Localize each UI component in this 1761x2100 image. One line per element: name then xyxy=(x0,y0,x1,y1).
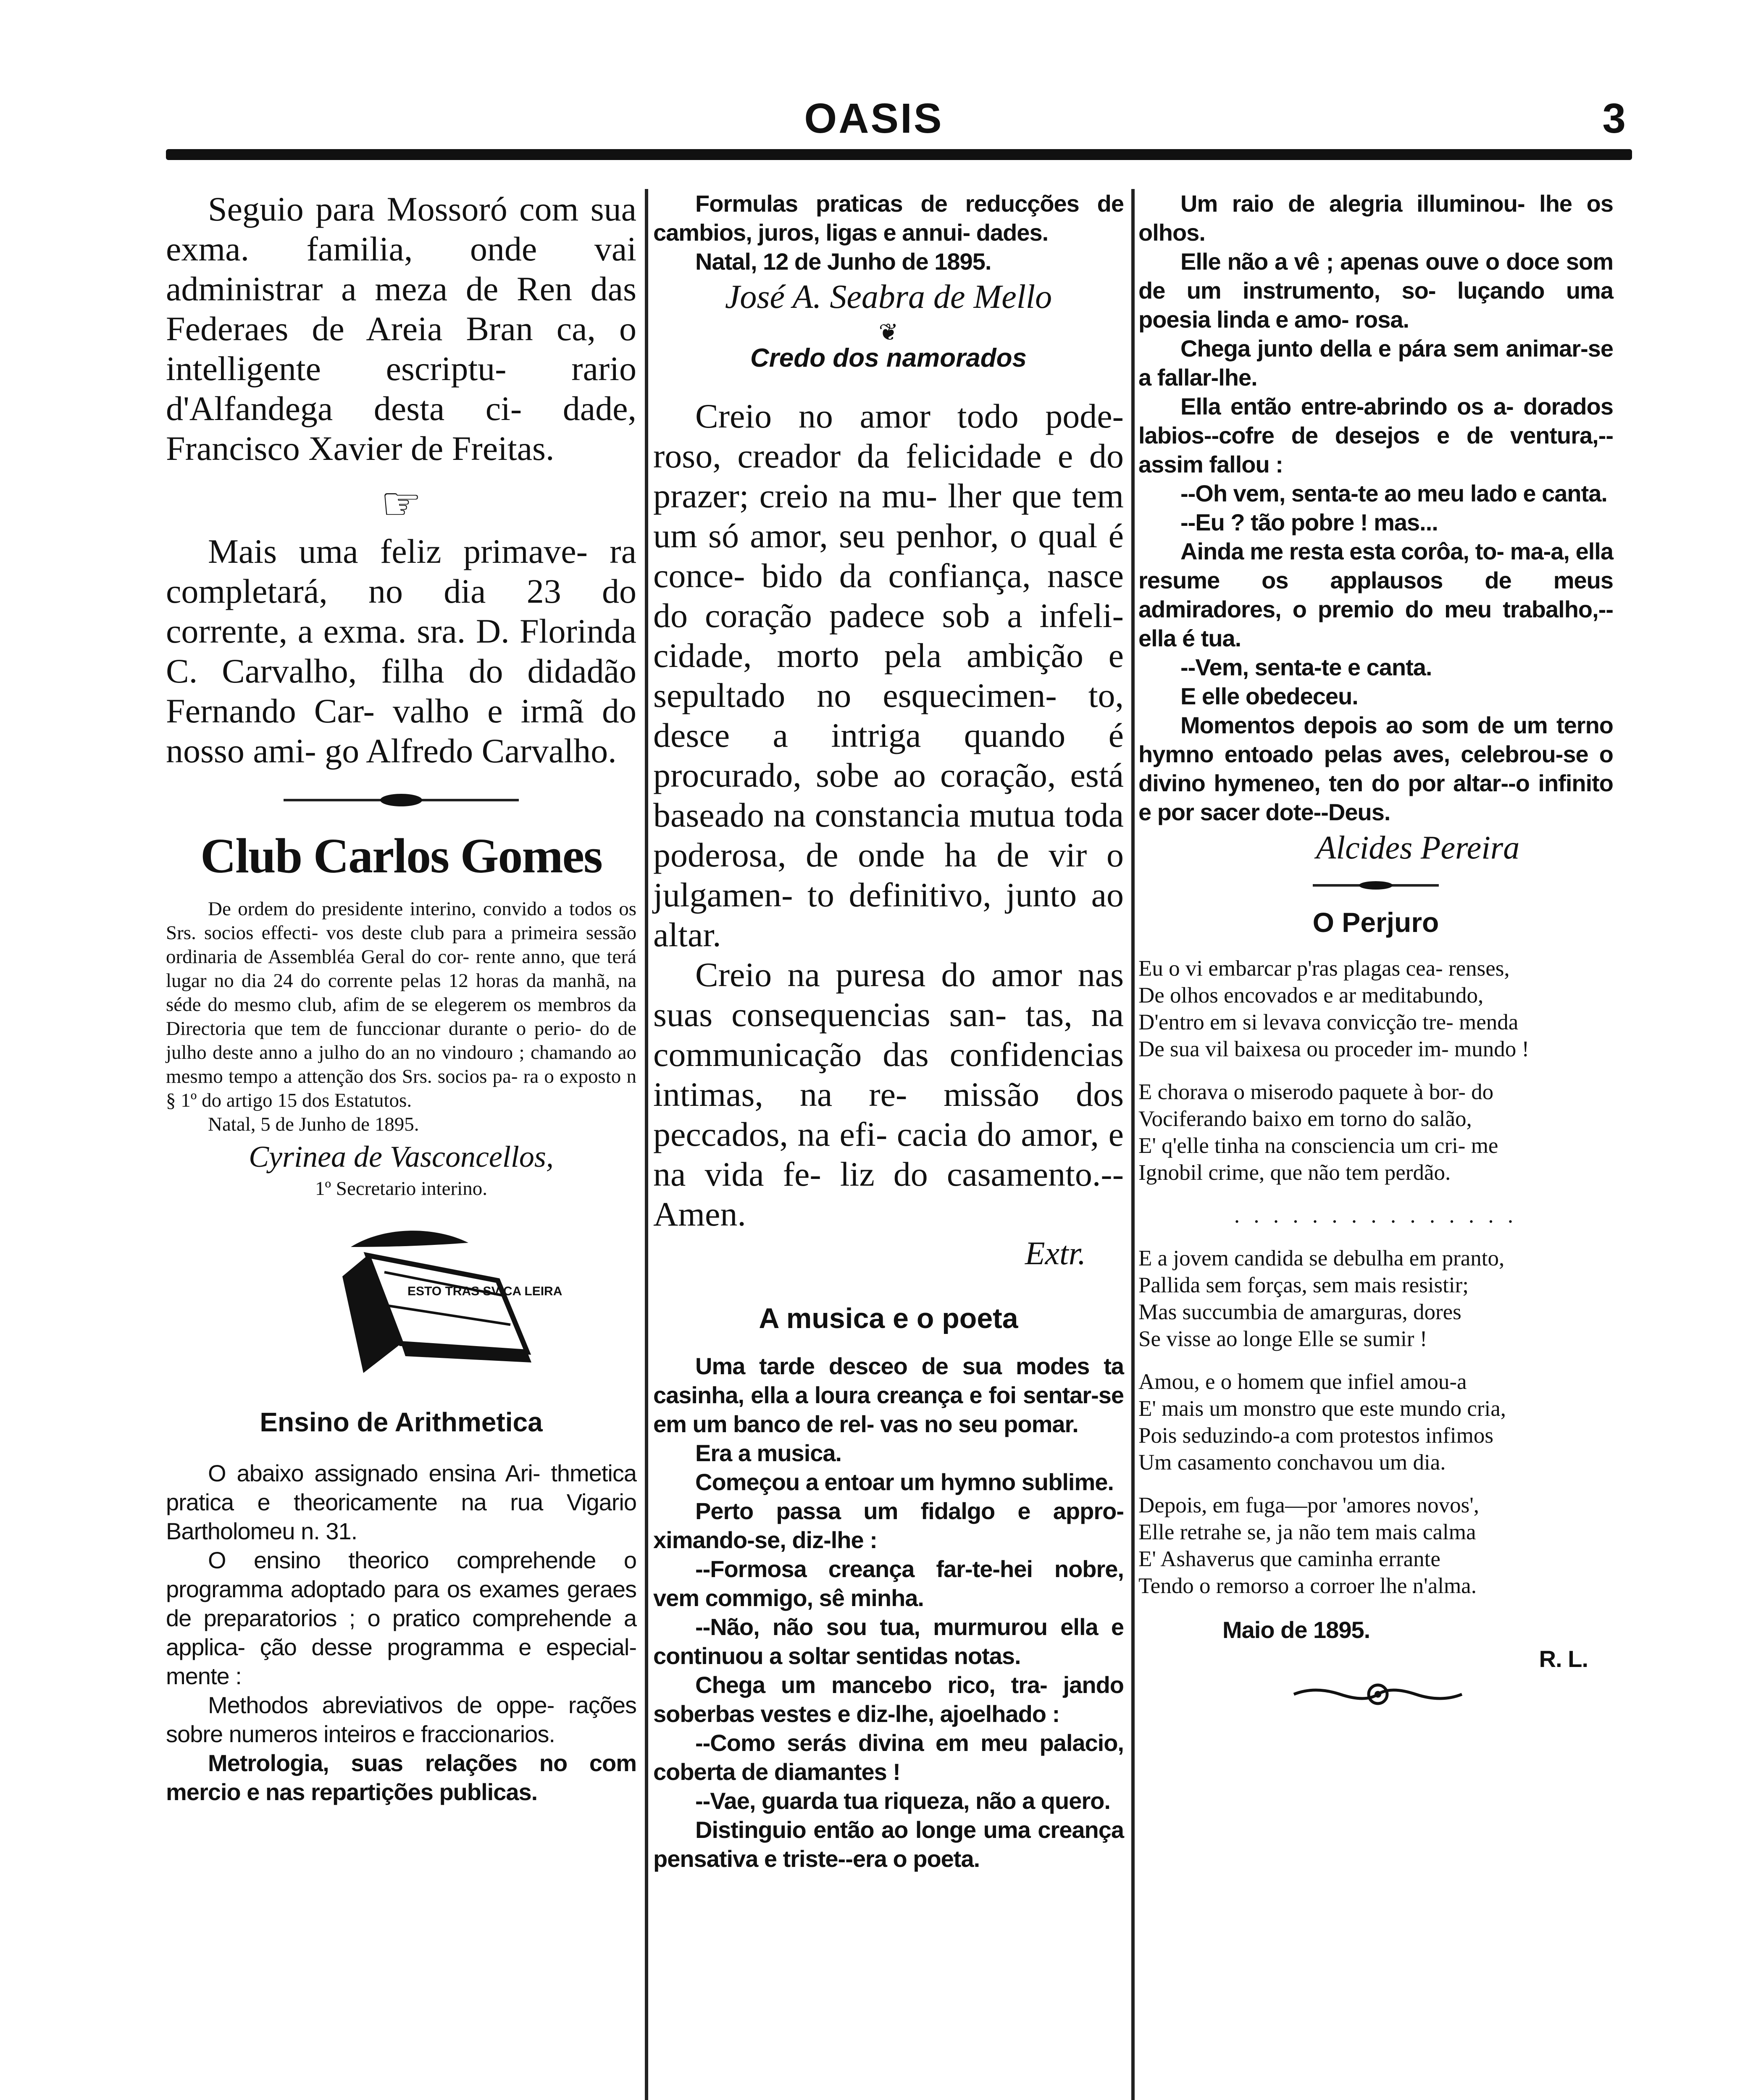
musica-paragraph: --Vae, guarda tua riqueza, não a quero. xyxy=(695,1788,1110,1814)
musica-paragraph: Elle não a vê ; apenas ouve o doce som de um instrumento, so- luçando uma poesia linda e amo- rosa. xyxy=(1138,248,1613,333)
credo-p1: Creio no amor todo pode- roso, creador da felicidade e do prazer; creio na mu- lher que tem um só amor, seu penhor, o qual é conce- bido da confiança, nasce do coração padece sob a infeli- cidade, morto pela ambição e sepultado no esquecimen- to, desce a intriga quando é procurado, sobe ao coração, está baseado na constancia mutua toda poderosa, de onde ha de vir o julgamen- to definitivo, junto ao altar. xyxy=(653,397,1124,954)
formulas-date: Natal, 12 de Junho de 1895. xyxy=(695,248,991,275)
column-3 xyxy=(1138,189,1613,1707)
musica-paragraph: Chega um mancebo rico, tra- jando soberbas vestes e diz-lhe, ajoelhado : xyxy=(653,1672,1124,1727)
poem-line: D'entro em si levava convicção tre- menda xyxy=(1138,1010,1519,1034)
perjuro-title: O Perjuro xyxy=(1312,907,1439,938)
ensino-p1: O abaixo assignado ensina Ari- thmetica pratica e theoricamente na rua Vigario Bartholomeu n. 31. xyxy=(166,1460,636,1544)
ornament-divider-2 xyxy=(1313,881,1439,890)
club-role: 1º Secretario interino. xyxy=(315,1178,487,1200)
musica-paragraph: Ainda me resta esta corôa, to- ma-a, ella resume os applausos de meus admiradores, o premio do meu trabalho,--ella é tua. xyxy=(1138,538,1613,651)
musica-paragraph: Uma tarde desceo de sua modes ta casinha, ella a loura creança e foi sentar-se em um banco de rel- vas no seu pomar. xyxy=(653,1353,1124,1437)
poem-line: Pois seduzindo-a com protestos infimos xyxy=(1138,1423,1493,1448)
musica-body xyxy=(653,1352,1124,1873)
club-signature: Cyrinea de Vasconcellos, xyxy=(249,1140,554,1173)
formulas-signature: José A. Seabra de Mello xyxy=(725,278,1052,315)
ensino-title: Ensino de Arithmetica xyxy=(260,1407,543,1437)
news-mossoro: Seguio para Mossoró com sua exma. familia, onde vai administrar a meza de Ren das Federaes de Areia Bran ca, o intelligente escriptu- rario d'Alfandega desta ci- dade, Francisco Xavier de Freitas. xyxy=(166,190,636,467)
perjuro-poem xyxy=(1138,955,1613,1599)
credo-source: Extr. xyxy=(1025,1235,1086,1271)
newspaper-title: OASIS xyxy=(804,95,944,142)
musica-author: Alcides Pereira xyxy=(1316,829,1520,866)
musica-paragraph: Distinguio então ao longe uma creança pensativa e triste--era o poeta. xyxy=(653,1816,1124,1872)
poem-stanza xyxy=(1138,1245,1613,1352)
poem-line: E' mais um monstro que este mundo cria, xyxy=(1138,1396,1506,1421)
flourish-ornament-icon xyxy=(1290,1682,1466,1707)
musica-paragraph: Começou a entoar um hymno sublime. xyxy=(695,1469,1114,1495)
end-ornament xyxy=(1290,1682,1466,1707)
poem-line: Um casamento conchavou um dia. xyxy=(1138,1450,1446,1475)
poem-line: De sua vil baixesa ou proceder im- mundo ! xyxy=(1138,1037,1530,1061)
page-number: 3 xyxy=(1602,95,1626,142)
musica-paragraph: Era a musica. xyxy=(695,1440,842,1466)
poem-stanza xyxy=(1138,1368,1613,1476)
column-divider-2 xyxy=(1131,189,1135,2100)
formulas-text: Formulas praticas de reducções de cambios, juros, ligas e annui- dades. xyxy=(653,190,1124,246)
musica-paragraph: Perto passa um fidalgo e appro- ximando-se, diz-lhe : xyxy=(653,1498,1124,1553)
ornament-divider-1 xyxy=(284,794,519,806)
column-divider-1 xyxy=(645,189,648,2100)
poem-line: E' q'elle tinha na consciencia um cri- me xyxy=(1138,1134,1498,1158)
poem-line: Ignobil crime, que não tem perdão. xyxy=(1138,1160,1451,1185)
club-carlos-gomes-title: Club Carlos Gomes xyxy=(200,828,602,883)
musica-paragraph: Momentos depois ao som de um terno hymno entoado pelas aves, celebrou-se o divino hymeneo, ten do por altar--o infinito e por sacer dote--Deus. xyxy=(1138,712,1613,825)
poem-line: E a jovem candida se debulha em pranto, xyxy=(1138,1246,1505,1270)
poem-line: Elle retrahe se, ja não tem mais calma xyxy=(1138,1520,1476,1544)
column-2 xyxy=(653,189,1124,1873)
club-notice: De ordem do presidente interino, convido a todos os Srs. socios effecti- vos deste club para a primeira sessão ordinaria de Assembléa Geral do cor- rente anno, que terá lugar no dia 24 do corrente pelas 12 horas da manhã, na séde do mesmo club, afim de se elegerem os membros da Directoria que tem de funccionar durante o perio- do de julho deste anno a julho do an no vindouro ; chamando ao mesmo tempo a attenção dos Srs. socios pa- ra o exposto n § 1º do artigo 15 dos Estatutos. xyxy=(166,898,636,1111)
poem-line: Eu o vi embarcar p'ras plagas cea- renses, xyxy=(1138,956,1510,981)
musica-paragraph: E elle obedeceu. xyxy=(1180,683,1358,709)
poem-stanza xyxy=(1138,955,1613,1063)
poem-line: Se visse ao longe Elle se sumir ! xyxy=(1138,1327,1427,1351)
musica-paragraph: Ella então entre-abrindo os a- dorados labios--cofre de desejos e de ventura,--assim fallou : xyxy=(1138,393,1613,478)
musica-continuation xyxy=(1138,189,1613,827)
poem-line: Vociferando baixo em torno do salão, xyxy=(1138,1107,1472,1131)
poem-stanza xyxy=(1138,1492,1613,1599)
news-birthday: Mais uma feliz primave- ra completará, no dia 23 do corrente, a exma. sra. D. Florinda C. Carvalho, filha do didadão Fernando Car- valho e irmã do nosso ami- go Alfredo Carvalho. xyxy=(166,532,636,770)
poem-line: E' Ashaverus que caminha errante xyxy=(1138,1547,1440,1571)
poem-line: De olhos encovados e ar meditabundo, xyxy=(1138,983,1484,1008)
poem-line: Tendo o remorso a corroer lhe n'alma. xyxy=(1138,1574,1477,1598)
musica-paragraph: --Oh vem, senta-te ao meu lado e canta. xyxy=(1180,480,1607,507)
dot-line: . . . . . . . . . . . . . . . xyxy=(1234,1203,1518,1228)
poem-line: Mas succumbia de amarguras, dores xyxy=(1138,1300,1461,1324)
musica-paragraph: --Formosa creança far-te-hei nobre, vem commigo, sê minha. xyxy=(653,1556,1124,1611)
book-text: ESTO TRAS SVICA LEIRA xyxy=(407,1284,562,1298)
ensino-p2: O ensino theorico comprehende o programma adoptado para os exames geraes de preparatorios ; o pratico comprehende a applica- ção desse programma e especial- mente : xyxy=(166,1547,636,1689)
poem-stanza xyxy=(1138,1079,1613,1186)
musica-title: A musica e o poeta xyxy=(759,1302,1018,1334)
poem-line: Amou, e o homem que infiel amou-a xyxy=(1138,1370,1467,1394)
open-book-illustration xyxy=(166,1218,636,1394)
poem-signature: R. L. xyxy=(1539,1646,1588,1672)
musica-paragraph: Um raio de alegria illuminou- lhe os olhos. xyxy=(1138,190,1613,246)
column-1 xyxy=(166,189,636,1806)
credo-p2: Creio na puresa do amor nas suas consequencias san- tas, na communicação das confidencias intimas, na re- missão dos peccados, na efi- cacia do amor, e na vida fe- liz do casamento.--Amen. xyxy=(653,956,1124,1233)
poem-line: E chorava o miserodo paquete à bor- do xyxy=(1138,1080,1494,1104)
ensino-p4: Metrologia, suas relações no com mercio e nas repartições publicas. xyxy=(166,1750,636,1805)
small-ornament-icon: ❦ xyxy=(878,320,899,346)
stanza-separator xyxy=(1138,1202,1613,1229)
poem-line: Depois, em fuga—por 'amores novos', xyxy=(1138,1493,1479,1517)
header-rule xyxy=(166,149,1632,160)
ensino-p3: Methodos abreviativos de oppe- rações sobre numeros inteiros e fraccionarios. xyxy=(166,1692,636,1747)
open-book-icon xyxy=(166,1218,636,1394)
club-date: Natal, 5 de Junho de 1895. xyxy=(208,1113,419,1135)
musica-paragraph: --Como serás divina em meu palacio, coberta de diamantes ! xyxy=(653,1730,1124,1785)
musica-paragraph: --Eu ? tão pobre ! mas... xyxy=(1180,509,1438,536)
musica-paragraph: --Não, não sou tua, murmurou ella e continuou a soltar sentidas notas. xyxy=(653,1614,1124,1669)
pointing-hand-icon: ☞ xyxy=(380,478,422,530)
poem-date: Maio de 1895. xyxy=(1222,1617,1370,1643)
musica-paragraph: --Vem, senta-te e canta. xyxy=(1180,654,1432,680)
credo-title: Credo dos namorados xyxy=(750,344,1027,373)
musica-paragraph: Chega junto della e pára sem animar-se a fallar-lhe. xyxy=(1138,335,1613,391)
poem-line: Pallida sem forças, sem mais resistir; xyxy=(1138,1273,1469,1297)
